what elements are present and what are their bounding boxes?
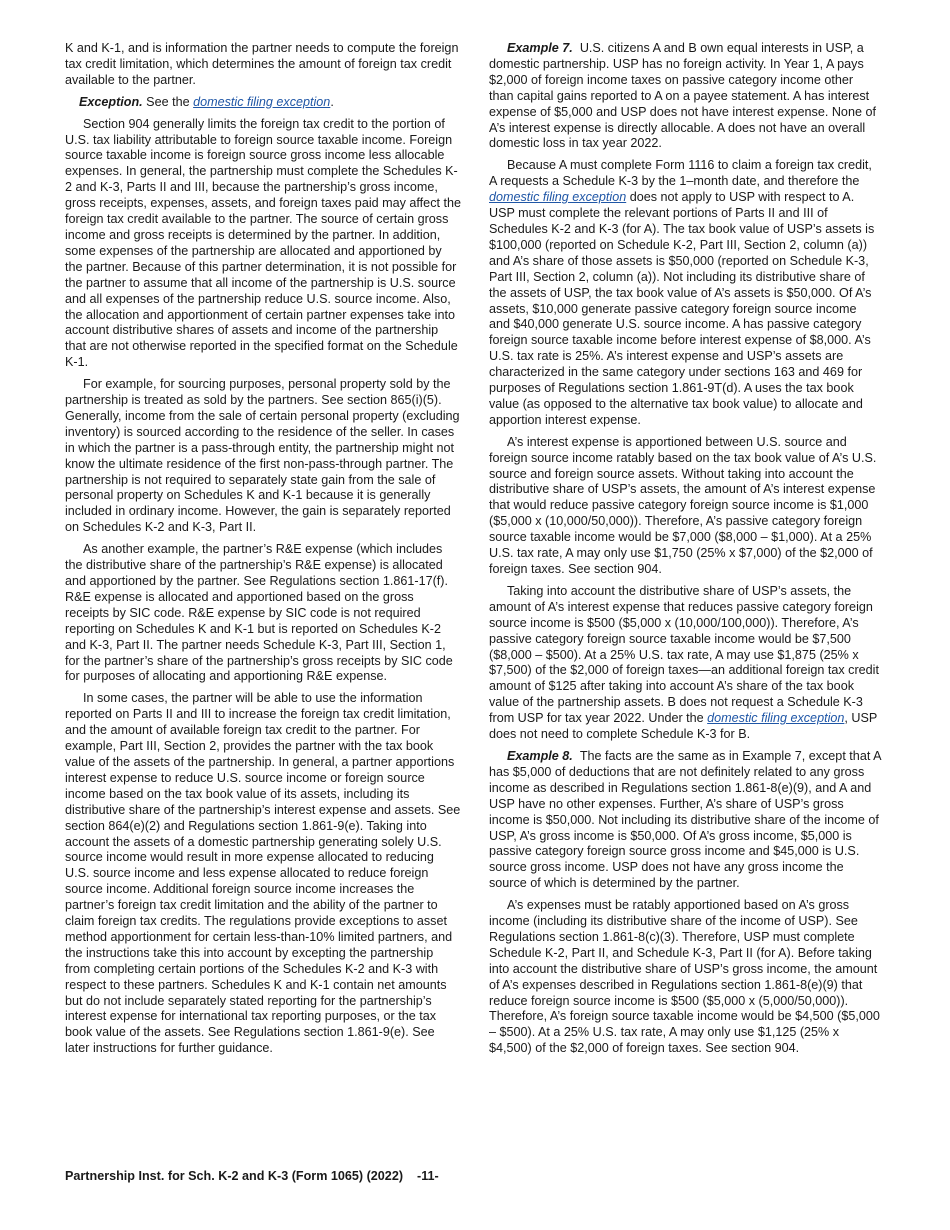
paragraph: [489, 584, 881, 743]
paragraph: For example, for sourcing purposes, personal property sold by the partnership is treated as sold by the partners. See section 865(i)(5). Generally, income from the sale of certain personal property (excluding inventory) is sourced according to the residence of the seller. In cases in which the partner is a pass-through entity, the partnership might not know the ultimate residence of the first non-pass-through partner. The partnership is not required to separately state gain from the sale of personal property on Schedules K and K-1 because it is generally included in ordinary income. However, the gain is separately reported on Schedules K-2 and K-3, Part II.: [65, 377, 460, 535]
paragraph: A’s expenses must be ratably apportioned based on A’s gross income (including its distributive share of the income of USP). See Regulations section 1.861-8(c)(3). Therefore, USP must complete Schedule K-2, Part II, and Schedule K-3, Part II (for A). Before taking into account the distributive share of USP’s gross income, the amount of A’s expenses described in Regulations section 1.861-8(e)(9) that reduce foreign source income is $500 ($5,000 x (5,000/50,000)). Therefore, A’s foreign source taxable income would be $4,500 ($5,000 – $500). At a 25% U.S. tax rate, A may only use $1,125 (25% x $4,500) of the $2,000 of foreign taxes. See section 904.: [489, 898, 880, 1056]
paragraph-text: Taking into account the distributive share of USP’s assets, the amount of A’s interest expense that reduces passive category foreign source income is $500 ($5,000 x (10,000/100,000)). Therefore, A’s passive category foreign source taxable income would be $7,500 ($8,000 – $500). At a 25% U.S. tax rate, A may use $1,875 (25% x $7,500) of the $2,000 of foreign taxes—an additional foreign tax credit amount of $125 after taking into account A’s share of the tax book value of the partnership assets. B does not request a Schedule K-3 from USP for tax year 2022. Under the: [489, 583, 879, 726]
domestic-filing-exception-link[interactable]: domestic filing exception: [707, 711, 845, 726]
page-number: -11-: [417, 1169, 439, 1183]
paragraph: As another example, the partner’s R&E expense (which includes the distributive share of the partnership’s R&E expense) is allocated and apportioned by the partner. See Regulations section 1.861-17(f). R&E expense is allocated and apportioned based on the gross receipts by SIC code. R&E expense by SIC code is not required reporting on Schedules K and K-1 but is reported on Schedules K-2 and K-3, Part II. The partner needs Schedule K-3, Part III, Section 1, for the partner’s share of the partnership’s gross receipts by SIC code for purposes of allocating and apportioning R&E expense.: [65, 542, 453, 684]
paragraph: A’s interest expense is apportioned between U.S. source and foreign source income ratably based on the tax book value of A’s U.S. source and foreign source assets. Without taking into account the distributive share of USP’s assets, the amount of A’s interest expense that would reduce passive category foreign source income is $1,000 ($5,000 x (10,000/50,000)). Therefore, A’s passive category foreign source taxable income would be $7,000 ($8,000 – $1,000). At a 25% U.S. tax rate, A may only use $1,750 (25% x $7,000) of the $2,000 of foreign taxes. See section 904.: [489, 434, 877, 576]
exception-text: See the: [142, 94, 194, 109]
footer-title: Partnership Inst. for Sch. K-2 and K-3 (Form 1065) (2022): [65, 1169, 404, 1183]
paragraph-text: , USP does not need to complete Schedule K-3 for B.: [489, 711, 878, 742]
example-7-paragraph: [489, 41, 881, 152]
domestic-filing-exception-link[interactable]: domestic filing exception: [193, 94, 331, 109]
paragraph-text: Because A must complete Form 1116 to claim a foreign tax credit, A requests a Schedule K-3 by the 1–month date, and therefore the: [489, 158, 872, 189]
exception-heading: Exception.: [79, 94, 143, 109]
paragraph: Section 904 generally limits the foreign tax credit to the portion of U.S. tax liability attributable to foreign source taxable income. Foreign source taxable income is foreign source gross income less allocable expenses. In general, the partnership must complete the Schedules K-2 and K-3, Parts II and III, because the partnership’s gross income, gross receipts, expenses, assets, and foreign taxes paid may affect the foreign tax credit available to the partner. The source of certain gross income and gross receipts is determined by the partner. In addition, some expenses of the partnership are allocated and apportioned by the partner. Because of this partner determination, it is not possible for the partner to assume that all income of the partnership is U.S. source and all expenses of the partnership reduce U.S. source income. Also, the allocation and apportionment of certain partner expenses take into account distributive shares of assets and income of the partnership that are not otherwise reported in the specified format on the Schedule K-1.: [65, 116, 461, 370]
paragraph-text: does not apply to USP with respect to A. USP must complete the relevant portions of Parts II and III of Schedules K-2 and K-3 (for A). The tax book value of USP’s assets is $100,000 (reported on Schedule K-2, Part III, Section 2, column (a)) and A’s share of those assets is $50,000 (reported on Schedule K-3, Part III, Section 2, column (a)). Not including its distributive share of the assets of USP, the tax book value of A’s assets is $50,000. Of A’s assets, $10,000 generate passive category foreign source income and $40,000 generate U.S. source income. A has passive category foreign source taxable income before interest expense of $8,000. A’s U.S. tax rate is 25%. A’s interest expense and USP’s assets are characterized in the same category under sections 163 and 469 for purposes of Regulations section 1.861-9T(d). A uses the tax book value (as opposed to the alternative tax book value) to allocate and apportion interest expense.: [489, 190, 875, 427]
left-column: [65, 41, 461, 1063]
paragraph: [489, 158, 881, 428]
example-7-heading: Example 7.: [507, 41, 573, 55]
page-footer: [65, 1169, 439, 1183]
example-8-text: The facts are the same as in Example 7, except that A has $5,000 of deductions that are not definitely related to any gross income as described in Regulations section 1.861-8(e)(9), and A and USP have no other expenses. Further, A’s share of USP’s gross income is $50,000. Not including its distributive share of the income of USP, A’s gross income is $50,000. Of A’s gross income, $5,000 is passive category foreign source gross income and $45,000 is U.S. source gross income. USP does not have any gross income the source of which is determined by the partner.: [489, 748, 881, 891]
paragraph: In some cases, the partner will be able to use the information reported on Parts II and III to increase the foreign tax credit limitation, and the amount of available foreign tax credit to the partner. For example, Part III, Section 2, provides the partner with the tax book value of the assets of the partnership. In general, a partner apportions interest expense to reduce U.S. source income or foreign source income based on the tax book value of its assets, including its distributive share of the partnership’s interest expense and assets. See section 864(e)(2) and Regulations section 1.861-9(e). Taking into account the assets of a domestic partnership generating solely U.S. source income would result in more expense allocated to reducing U.S. source income and less expense allocated to reduce foreign source income. Additional foreign source income increases the partner’s foreign tax credit limitation and the ability of the partner to claim foreign tax credits. The regulations provide exceptions to asset method apportionment for certain less-than-10% limited partners, and the instructions take this into account by excepting the partnership from completing certain portions of the Schedules K-2 and K-3 with respect to these partners. Schedules K and K-1 contain net amounts but do not include separately stated reporting for the partnership’s interest expense for international tax reporting purposes, or the tax book value of the assets. See Regulations section 1.861-9(e). See later instructions for further guidance.: [65, 691, 461, 1056]
paragraph: K and K-1, and is information the partner needs to compute the foreign tax credit limitation, which determines the amount of foreign tax credit available to the partner.: [65, 41, 459, 87]
domestic-filing-exception-link[interactable]: domestic filing exception: [489, 190, 627, 205]
exception-paragraph: [65, 95, 461, 111]
example-8-heading: Example 8.: [507, 748, 573, 763]
exception-text-end: .: [330, 94, 334, 109]
example-8-paragraph: [489, 749, 881, 892]
right-column: [489, 41, 881, 1063]
example-7-text: U.S. citizens A and B own equal interests in USP, a domestic partnership. USP has no foreign activity. In Year 1, A pays $2,000 of foreign income taxes on passive category income other than capital gains reported to A on a payee statement. A has interest expense of $5,000 and USP does not have interest expense. None of A’s interest expense is directly allocable. A does not have an overall domestic loss in tax year 2022.: [489, 41, 876, 151]
